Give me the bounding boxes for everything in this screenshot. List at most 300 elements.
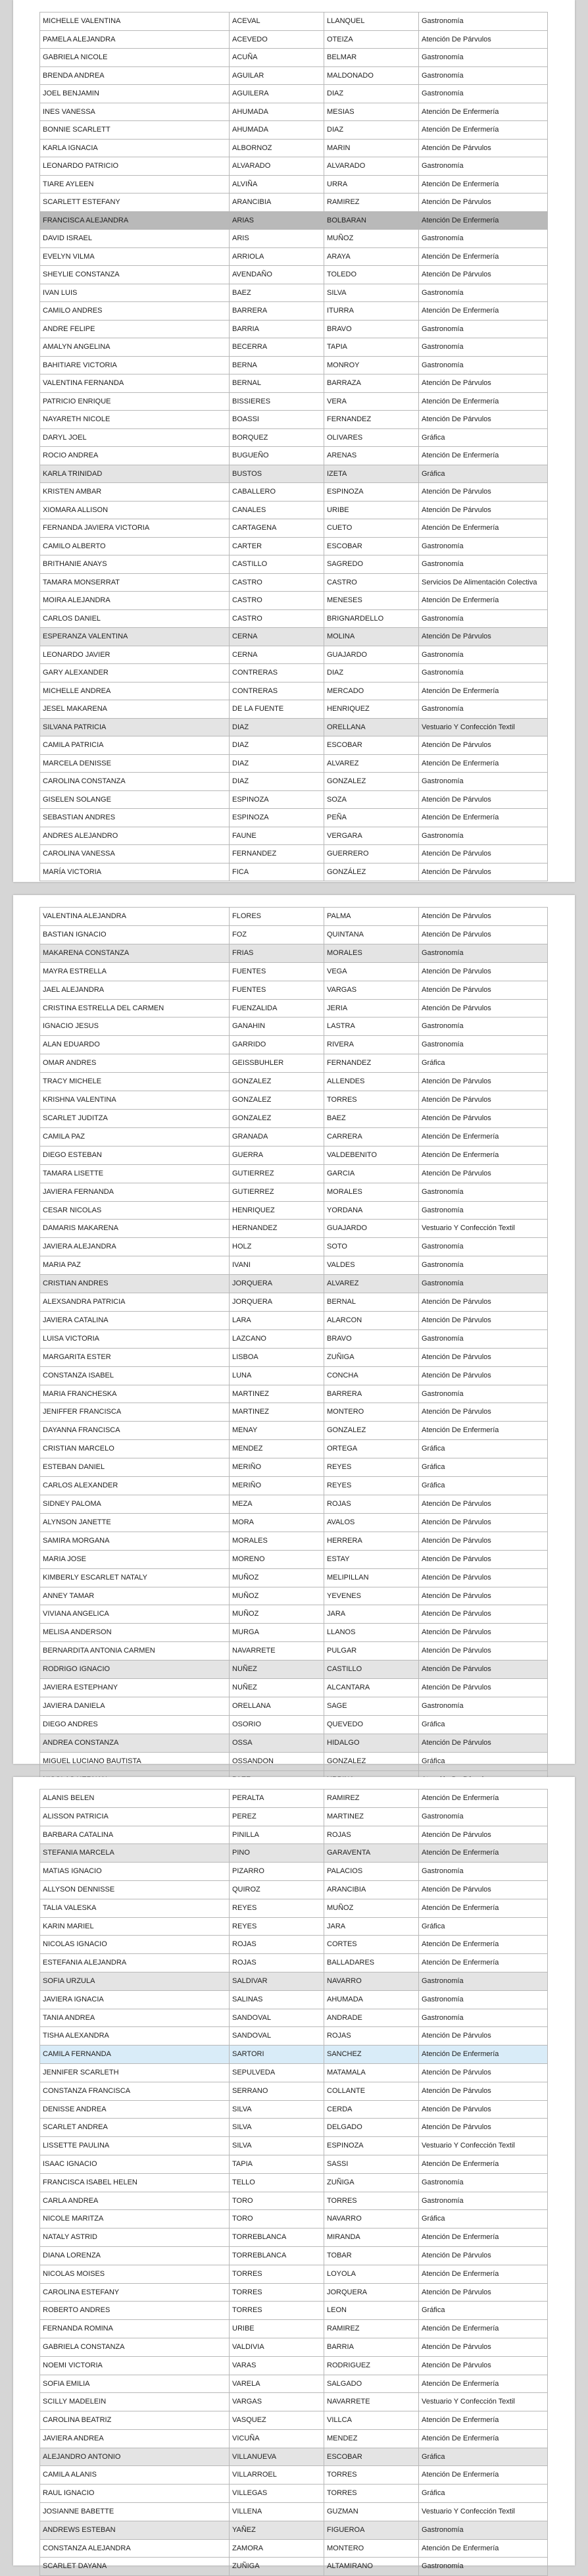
paternal-surname-cell[interactable]: CASTILLO — [230, 555, 324, 574]
specialty-cell[interactable]: Gastronomía — [419, 1238, 548, 1256]
maternal-surname-cell[interactable]: YEVENES — [324, 1587, 419, 1605]
specialty-cell[interactable]: Gastronomía — [419, 157, 548, 176]
table-row[interactable] — [40, 2100, 548, 2119]
first-name-cell[interactable]: ANDRES ALEJANDRO — [40, 827, 230, 845]
specialty-cell[interactable]: Gastronomía — [419, 49, 548, 67]
first-name-cell[interactable]: MARIA PAZ — [40, 1256, 230, 1275]
table-row[interactable] — [40, 1403, 548, 1422]
table-row[interactable] — [40, 1954, 548, 1972]
first-name-cell[interactable]: BRENDA ANDREA — [40, 66, 230, 85]
specialty-cell[interactable]: Gráfica — [419, 2210, 548, 2228]
paternal-surname-cell[interactable]: GEISSBUHLER — [230, 1054, 324, 1073]
paternal-surname-cell[interactable]: LAZCANO — [230, 1329, 324, 1348]
specialty-cell[interactable]: Atención De Párvulos — [419, 2082, 548, 2100]
first-name-cell[interactable]: VALENTINA ALEJANDRA — [40, 908, 230, 926]
specialty-cell[interactable]: Gastronomía — [419, 2009, 548, 2027]
maternal-surname-cell[interactable]: IZETA — [324, 465, 419, 483]
paternal-surname-cell[interactable]: DE LA FUENTE — [230, 700, 324, 719]
paternal-surname-cell[interactable]: MORENO — [230, 1550, 324, 1568]
specialty-cell[interactable]: Atención De Enfermería — [419, 1954, 548, 1972]
first-name-cell[interactable]: ALLYSON DENNISSE — [40, 1880, 230, 1899]
specialty-cell[interactable]: Atención De Enfermería — [419, 1146, 548, 1164]
table-row[interactable] — [40, 157, 548, 176]
table-row[interactable] — [40, 718, 548, 736]
first-name-cell[interactable]: TRACY MICHELE — [40, 1073, 230, 1091]
table-row[interactable] — [40, 2356, 548, 2375]
table-row[interactable] — [40, 121, 548, 140]
first-name-cell[interactable]: NICOLE MARITZA — [40, 2210, 230, 2228]
specialty-cell[interactable]: Atención De Párvulos — [419, 374, 548, 393]
first-name-cell[interactable]: SHEYLIE CONSTANZA — [40, 266, 230, 284]
first-name-cell[interactable]: KRISHNA VALENTINA — [40, 1091, 230, 1110]
table-row[interactable] — [40, 1550, 548, 1568]
paternal-surname-cell[interactable]: ACEVAL — [230, 13, 324, 31]
first-name-cell[interactable]: JENIFFER FRANCISCA — [40, 1403, 230, 1422]
specialty-cell[interactable]: Gráfica — [419, 1054, 548, 1073]
maternal-surname-cell[interactable]: SILVA — [324, 284, 419, 302]
table-row[interactable] — [40, 1073, 548, 1091]
maternal-surname-cell[interactable]: ALLENDES — [324, 1073, 419, 1091]
maternal-surname-cell[interactable]: GARCIA — [324, 1164, 419, 1183]
table-row[interactable] — [40, 2027, 548, 2046]
first-name-cell[interactable]: BAHITIARE VICTORIA — [40, 356, 230, 374]
specialty-cell[interactable]: Gastronomía — [419, 1201, 548, 1220]
specialty-cell[interactable]: Atención De Párvulos — [419, 1568, 548, 1587]
specialty-cell[interactable]: Atención De Párvulos — [419, 2063, 548, 2082]
table-row[interactable] — [40, 483, 548, 502]
paternal-surname-cell[interactable]: ZAMORA — [230, 2539, 324, 2558]
first-name-cell[interactable]: CAMILA PATRICIA — [40, 736, 230, 755]
paternal-surname-cell[interactable]: MENDEZ — [230, 1440, 324, 1458]
first-name-cell[interactable]: BASTIAN IGNACIO — [40, 925, 230, 944]
paternal-surname-cell[interactable]: TORRES — [230, 2283, 324, 2302]
table-row[interactable] — [40, 175, 548, 193]
table-row[interactable] — [40, 1697, 548, 1715]
paternal-surname-cell[interactable]: CABALLERO — [230, 483, 324, 502]
paternal-surname-cell[interactable]: MUÑOZ — [230, 1568, 324, 1587]
table-row[interactable] — [40, 1293, 548, 1312]
table-row[interactable] — [40, 1715, 548, 1734]
maternal-surname-cell[interactable]: CORTES — [324, 1936, 419, 1954]
table-row[interactable] — [40, 211, 548, 230]
paternal-surname-cell[interactable]: REYES — [230, 1917, 324, 1936]
paternal-surname-cell[interactable]: CARTER — [230, 537, 324, 555]
specialty-cell[interactable]: Gastronomía — [419, 1183, 548, 1201]
table-row[interactable] — [40, 2082, 548, 2100]
specialty-cell[interactable]: Gastronomía — [419, 230, 548, 248]
paternal-surname-cell[interactable]: ZUÑIGA — [230, 2558, 324, 2576]
specialty-cell[interactable]: Vestuario Y Confección Textil — [419, 2503, 548, 2521]
specialty-cell[interactable]: Atención De Párvulos — [419, 1366, 548, 1385]
table-row[interactable] — [40, 2046, 548, 2064]
maternal-surname-cell[interactable]: REYES — [324, 1458, 419, 1477]
table-row[interactable] — [40, 790, 548, 809]
maternal-surname-cell[interactable]: LOYOLA — [324, 2265, 419, 2283]
maternal-surname-cell[interactable]: BERNAL — [324, 1293, 419, 1312]
table-row[interactable] — [40, 908, 548, 926]
paternal-surname-cell[interactable]: BARRIA — [230, 320, 324, 338]
paternal-surname-cell[interactable]: MARTINEZ — [230, 1403, 324, 1422]
maternal-surname-cell[interactable]: GONZALEZ — [324, 1422, 419, 1440]
table-row[interactable] — [40, 284, 548, 302]
first-name-cell[interactable]: CARLOS ALEXANDER — [40, 1477, 230, 1495]
paternal-surname-cell[interactable]: ACEVEDO — [230, 30, 324, 49]
maternal-surname-cell[interactable]: MARIN — [324, 139, 419, 157]
first-name-cell[interactable]: JAVIERA DANIELA — [40, 1697, 230, 1715]
maternal-surname-cell[interactable]: TAPIA — [324, 338, 419, 357]
paternal-surname-cell[interactable]: ARIS — [230, 230, 324, 248]
maternal-surname-cell[interactable]: VALDES — [324, 1256, 419, 1275]
first-name-cell[interactable]: MAKARENA CONSTANZA — [40, 944, 230, 962]
specialty-cell[interactable]: Gráfica — [419, 1752, 548, 1770]
paternal-surname-cell[interactable]: SEPULVEDA — [230, 2063, 324, 2082]
paternal-surname-cell[interactable]: CASTRO — [230, 573, 324, 592]
specialty-cell[interactable]: Atención De Párvulos — [419, 2119, 548, 2137]
specialty-cell[interactable]: Atención De Párvulos — [419, 1495, 548, 1514]
specialty-cell[interactable]: Gráfica — [419, 1715, 548, 1734]
maternal-surname-cell[interactable]: ORELLANA — [324, 718, 419, 736]
maternal-surname-cell[interactable]: RAMIREZ — [324, 2320, 419, 2338]
table-row[interactable] — [40, 1624, 548, 1642]
first-name-cell[interactable]: LEONARDO JAVIER — [40, 646, 230, 664]
table-row[interactable] — [40, 682, 548, 700]
first-name-cell[interactable]: MARGARITA ESTER — [40, 1348, 230, 1366]
paternal-surname-cell[interactable]: LISBOA — [230, 1348, 324, 1366]
maternal-surname-cell[interactable]: ALVARADO — [324, 157, 419, 176]
table-row[interactable] — [40, 13, 548, 31]
first-name-cell[interactable]: SOFIA URZULA — [40, 1972, 230, 1990]
table-row[interactable] — [40, 1220, 548, 1238]
table-row[interactable] — [40, 1734, 548, 1752]
first-name-cell[interactable]: FRANCISCA ALEJANDRA — [40, 211, 230, 230]
table-row[interactable] — [40, 1440, 548, 1458]
table-row[interactable] — [40, 1422, 548, 1440]
maternal-surname-cell[interactable]: REYES — [324, 1477, 419, 1495]
table-row[interactable] — [40, 447, 548, 465]
table-row[interactable] — [40, 2466, 548, 2485]
specialty-cell[interactable]: Atención De Párvulos — [419, 863, 548, 881]
first-name-cell[interactable]: SOFIA EMILIA — [40, 2375, 230, 2393]
maternal-surname-cell[interactable]: GONZALEZ — [324, 1752, 419, 1770]
first-name-cell[interactable]: VIVIANA ANGELICA — [40, 1605, 230, 1624]
maternal-surname-cell[interactable]: TORRES — [324, 2466, 419, 2485]
maternal-surname-cell[interactable]: LLANQUEL — [324, 13, 419, 31]
table-row[interactable] — [40, 664, 548, 683]
table-row[interactable] — [40, 193, 548, 212]
paternal-surname-cell[interactable]: SANDOVAL — [230, 2009, 324, 2027]
maternal-surname-cell[interactable]: SANCHEZ — [324, 2046, 419, 2064]
table-row[interactable] — [40, 1587, 548, 1605]
first-name-cell[interactable]: LEONARDO PATRICIO — [40, 157, 230, 176]
table-row[interactable] — [40, 2539, 548, 2558]
table-row[interactable] — [40, 773, 548, 791]
specialty-cell[interactable]: Atención De Enfermería — [419, 2375, 548, 2393]
first-name-cell[interactable]: ALISSON PATRICIA — [40, 1807, 230, 1826]
specialty-cell[interactable]: Gastronomía — [419, 609, 548, 628]
maternal-surname-cell[interactable]: ALCANTARA — [324, 1679, 419, 1697]
paternal-surname-cell[interactable]: SANDOVAL — [230, 2027, 324, 2046]
paternal-surname-cell[interactable]: MERIÑO — [230, 1477, 324, 1495]
table-row[interactable] — [40, 1458, 548, 1477]
table-row[interactable] — [40, 66, 548, 85]
paternal-surname-cell[interactable]: FUENZALIDA — [230, 999, 324, 1018]
paternal-surname-cell[interactable]: ARANCIBIA — [230, 193, 324, 212]
maternal-surname-cell[interactable]: MATAMALA — [324, 2063, 419, 2082]
paternal-surname-cell[interactable]: OSSANDON — [230, 1752, 324, 1770]
table-row[interactable] — [40, 374, 548, 393]
maternal-surname-cell[interactable]: HIDALGO — [324, 1734, 419, 1752]
first-name-cell[interactable]: ANDRE FELIPE — [40, 320, 230, 338]
table-row[interactable] — [40, 2228, 548, 2247]
paternal-surname-cell[interactable]: PEREZ — [230, 1807, 324, 1826]
first-name-cell[interactable]: SILVANA PATRICIA — [40, 718, 230, 736]
specialty-cell[interactable]: Gastronomía — [419, 944, 548, 962]
paternal-surname-cell[interactable]: VALDIVIA — [230, 2338, 324, 2356]
specialty-cell[interactable]: Atención De Párvulos — [419, 1642, 548, 1661]
paternal-surname-cell[interactable]: DIAZ — [230, 736, 324, 755]
specialty-cell[interactable]: Atención De Párvulos — [419, 1880, 548, 1899]
maternal-surname-cell[interactable]: GUAJARDO — [324, 1220, 419, 1238]
specialty-cell[interactable]: Gastronomía — [419, 2558, 548, 2576]
table-row[interactable] — [40, 2283, 548, 2302]
paternal-surname-cell[interactable]: MEZA — [230, 1495, 324, 1514]
first-name-cell[interactable]: CRISTIAN ANDRES — [40, 1275, 230, 1293]
table-row[interactable] — [40, 981, 548, 999]
specialty-cell[interactable]: Atención De Párvulos — [419, 1311, 548, 1329]
maternal-surname-cell[interactable]: BARRIA — [324, 2338, 419, 2356]
maternal-surname-cell[interactable]: MENDEZ — [324, 2429, 419, 2448]
first-name-cell[interactable]: ISAAC IGNACIO — [40, 2155, 230, 2173]
table-row[interactable] — [40, 356, 548, 374]
first-name-cell[interactable]: TAMARA MONSERRAT — [40, 573, 230, 592]
table-row[interactable] — [40, 320, 548, 338]
table-row[interactable] — [40, 962, 548, 981]
maternal-surname-cell[interactable]: JARA — [324, 1917, 419, 1936]
paternal-surname-cell[interactable]: TORRES — [230, 2302, 324, 2320]
maternal-surname-cell[interactable]: DIAZ — [324, 121, 419, 140]
specialty-cell[interactable]: Atención De Enfermería — [419, 2155, 548, 2173]
first-name-cell[interactable]: CAMILA PAZ — [40, 1127, 230, 1146]
specialty-cell[interactable]: Atención De Enfermería — [419, 175, 548, 193]
maternal-surname-cell[interactable]: BRAVO — [324, 1329, 419, 1348]
first-name-cell[interactable]: DENISSE ANDREA — [40, 2100, 230, 2119]
paternal-surname-cell[interactable]: MURGA — [230, 1624, 324, 1642]
paternal-surname-cell[interactable]: IVANI — [230, 1256, 324, 1275]
table-row[interactable] — [40, 1752, 548, 1770]
first-name-cell[interactable]: RODRIGO IGNACIO — [40, 1661, 230, 1679]
maternal-surname-cell[interactable]: NAVARRETE — [324, 2393, 419, 2411]
table-row[interactable] — [40, 2558, 548, 2576]
table-row[interactable] — [40, 592, 548, 610]
specialty-cell[interactable]: Atención De Párvulos — [419, 501, 548, 519]
table-row[interactable] — [40, 392, 548, 411]
first-name-cell[interactable]: MICHELLE ANDREA — [40, 682, 230, 700]
table-row[interactable] — [40, 925, 548, 944]
paternal-surname-cell[interactable]: ESPINOZA — [230, 790, 324, 809]
first-name-cell[interactable]: KIMBERLY ESCARLET NATALY — [40, 1568, 230, 1587]
paternal-surname-cell[interactable]: VASQUEZ — [230, 2411, 324, 2430]
first-name-cell[interactable]: IGNACIO JESUS — [40, 1018, 230, 1036]
first-name-cell[interactable]: JOEL BENJAMIN — [40, 85, 230, 103]
paternal-surname-cell[interactable]: GONZALEZ — [230, 1109, 324, 1127]
table-row[interactable] — [40, 1990, 548, 2009]
first-name-cell[interactable]: MOIRA ALEJANDRA — [40, 592, 230, 610]
maternal-surname-cell[interactable]: RAMIREZ — [324, 1790, 419, 1808]
specialty-cell[interactable]: Atención De Enfermería — [419, 211, 548, 230]
maternal-surname-cell[interactable]: ESTAY — [324, 1550, 419, 1568]
specialty-cell[interactable]: Atención De Párvulos — [419, 908, 548, 926]
maternal-surname-cell[interactable]: CASTRO — [324, 573, 419, 592]
table-row[interactable] — [40, 2265, 548, 2283]
specialty-cell[interactable]: Atención De Enfermería — [419, 447, 548, 465]
maternal-surname-cell[interactable]: BRIGNARDELLO — [324, 609, 419, 628]
specialty-cell[interactable]: Atención De Párvulos — [419, 962, 548, 981]
maternal-surname-cell[interactable]: MERCADO — [324, 682, 419, 700]
first-name-cell[interactable]: SCARLET DAYANA — [40, 2558, 230, 2576]
table-row[interactable] — [40, 338, 548, 357]
table-row[interactable] — [40, 2063, 548, 2082]
first-name-cell[interactable]: JENNIFER SCARLETH — [40, 2063, 230, 2082]
paternal-surname-cell[interactable]: FUENTES — [230, 981, 324, 999]
specialty-cell[interactable]: Gastronomía — [419, 66, 548, 85]
specialty-cell[interactable]: Vestuario Y Confección Textil — [419, 1220, 548, 1238]
maternal-surname-cell[interactable]: BALLADARES — [324, 1954, 419, 1972]
first-name-cell[interactable]: CONSTANZA FRANCISCA — [40, 2082, 230, 2100]
first-name-cell[interactable]: ROBERTO ANDRES — [40, 2302, 230, 2320]
table-row[interactable] — [40, 49, 548, 67]
paternal-surname-cell[interactable]: HENRIQUEZ — [230, 1201, 324, 1220]
maternal-surname-cell[interactable]: JORQUERA — [324, 2283, 419, 2302]
paternal-surname-cell[interactable]: SILVA — [230, 2119, 324, 2137]
table-row[interactable] — [40, 628, 548, 646]
first-name-cell[interactable]: EVELYN VILMA — [40, 247, 230, 266]
first-name-cell[interactable]: ALANIS BELEN — [40, 1790, 230, 1808]
maternal-surname-cell[interactable]: OLIVARES — [324, 428, 419, 447]
maternal-surname-cell[interactable]: ROJAS — [324, 1495, 419, 1514]
specialty-cell[interactable]: Atención De Párvulos — [419, 628, 548, 646]
table-row[interactable] — [40, 1366, 548, 1385]
first-name-cell[interactable]: ALYNSON JANETTE — [40, 1513, 230, 1532]
table-row[interactable] — [40, 1679, 548, 1697]
table-row[interactable] — [40, 2119, 548, 2137]
specialty-cell[interactable]: Gastronomía — [419, 1697, 548, 1715]
first-name-cell[interactable]: ESTEFANIA ALEJANDRA — [40, 1954, 230, 1972]
maternal-surname-cell[interactable]: ARENAS — [324, 447, 419, 465]
specialty-cell[interactable]: Gastronomía — [419, 85, 548, 103]
specialty-cell[interactable]: Gráfica — [419, 2485, 548, 2503]
paternal-surname-cell[interactable]: VILLEGAS — [230, 2485, 324, 2503]
table-row[interactable] — [40, 1146, 548, 1164]
maternal-surname-cell[interactable]: BOLBARAN — [324, 211, 419, 230]
first-name-cell[interactable]: OMAR ANDRES — [40, 1054, 230, 1073]
first-name-cell[interactable]: MICHELLE VALENTINA — [40, 13, 230, 31]
table-row[interactable] — [40, 2137, 548, 2155]
specialty-cell[interactable]: Atención De Enfermería — [419, 1127, 548, 1146]
specialty-cell[interactable]: Atención De Enfermería — [419, 2265, 548, 2283]
table-row[interactable] — [40, 827, 548, 845]
first-name-cell[interactable]: MATIAS IGNACIO — [40, 1863, 230, 1881]
maternal-surname-cell[interactable]: VILLCA — [324, 2411, 419, 2430]
paternal-surname-cell[interactable]: MERIÑO — [230, 1458, 324, 1477]
table-row[interactable] — [40, 2503, 548, 2521]
maternal-surname-cell[interactable]: CASTILLO — [324, 1661, 419, 1679]
first-name-cell[interactable]: CAMILO ALBERTO — [40, 537, 230, 555]
specialty-cell[interactable]: Atención De Párvulos — [419, 2356, 548, 2375]
first-name-cell[interactable]: CAROLINA BEATRIZ — [40, 2411, 230, 2430]
specialty-cell[interactable]: Atención De Párvulos — [419, 1164, 548, 1183]
paternal-surname-cell[interactable]: CANALES — [230, 501, 324, 519]
maternal-surname-cell[interactable]: TORRES — [324, 1091, 419, 1110]
table-row[interactable] — [40, 2429, 548, 2448]
maternal-surname-cell[interactable]: AHUMADA — [324, 1990, 419, 2009]
table-row[interactable] — [40, 411, 548, 429]
first-name-cell[interactable]: AMALYN ANGELINA — [40, 338, 230, 357]
paternal-surname-cell[interactable]: FICA — [230, 863, 324, 881]
table-row[interactable] — [40, 2009, 548, 2027]
paternal-surname-cell[interactable]: CERNA — [230, 628, 324, 646]
first-name-cell[interactable]: VALENTINA FERNANDA — [40, 374, 230, 393]
paternal-surname-cell[interactable]: TELLO — [230, 2173, 324, 2192]
paternal-surname-cell[interactable]: URIBE — [230, 2320, 324, 2338]
paternal-surname-cell[interactable]: GONZALEZ — [230, 1073, 324, 1091]
maternal-surname-cell[interactable]: GONZALEZ — [324, 773, 419, 791]
paternal-surname-cell[interactable]: ARIAS — [230, 211, 324, 230]
table-row[interactable] — [40, 2521, 548, 2539]
paternal-surname-cell[interactable]: ALBORNOZ — [230, 139, 324, 157]
maternal-surname-cell[interactable]: MONTERO — [324, 2539, 419, 2558]
maternal-surname-cell[interactable]: OTEIZA — [324, 30, 419, 49]
paternal-surname-cell[interactable]: YAÑEZ — [230, 2521, 324, 2539]
maternal-surname-cell[interactable]: GARAVENTA — [324, 1844, 419, 1863]
maternal-surname-cell[interactable]: CERDA — [324, 2100, 419, 2119]
paternal-surname-cell[interactable]: FOZ — [230, 925, 324, 944]
paternal-surname-cell[interactable]: ROJAS — [230, 1936, 324, 1954]
specialty-cell[interactable]: Atención De Párvulos — [419, 1826, 548, 1844]
maternal-surname-cell[interactable]: NAVARRO — [324, 1972, 419, 1990]
specialty-cell[interactable]: Atención De Párvulos — [419, 30, 548, 49]
specialty-cell[interactable]: Atención De Enfermería — [419, 2429, 548, 2448]
maternal-surname-cell[interactable]: BARRERA — [324, 1385, 419, 1403]
maternal-surname-cell[interactable]: VERGARA — [324, 827, 419, 845]
first-name-cell[interactable]: FERNANDA ROMINA — [40, 2320, 230, 2338]
first-name-cell[interactable]: MARCELA DENISSE — [40, 754, 230, 773]
table-row[interactable] — [40, 2173, 548, 2192]
maternal-surname-cell[interactable]: ESCOBAR — [324, 2448, 419, 2466]
first-name-cell[interactable]: BARBARA CATALINA — [40, 1826, 230, 1844]
maternal-surname-cell[interactable]: GUZMAN — [324, 2503, 419, 2521]
paternal-surname-cell[interactable]: TAPIA — [230, 2155, 324, 2173]
table-row[interactable] — [40, 1385, 548, 1403]
first-name-cell[interactable]: ROCIO ANDREA — [40, 447, 230, 465]
first-name-cell[interactable]: MARÍA VICTORIA — [40, 863, 230, 881]
first-name-cell[interactable]: CONSTANZA ALEJANDRA — [40, 2539, 230, 2558]
first-name-cell[interactable]: ESPERANZA VALENTINA — [40, 628, 230, 646]
paternal-surname-cell[interactable]: ORELLANA — [230, 1697, 324, 1715]
maternal-surname-cell[interactable]: TOBAR — [324, 2246, 419, 2265]
first-name-cell[interactable]: CESAR NICOLAS — [40, 1201, 230, 1220]
paternal-surname-cell[interactable]: BERNA — [230, 356, 324, 374]
paternal-surname-cell[interactable]: PERALTA — [230, 1790, 324, 1808]
maternal-surname-cell[interactable]: CARRERA — [324, 1127, 419, 1146]
paternal-surname-cell[interactable]: GANAHIN — [230, 1018, 324, 1036]
first-name-cell[interactable]: CARLA ANDREA — [40, 2192, 230, 2210]
paternal-surname-cell[interactable]: BERNAL — [230, 374, 324, 393]
paternal-surname-cell[interactable]: CERNA — [230, 646, 324, 664]
maternal-surname-cell[interactable]: RIVERA — [324, 1036, 419, 1054]
paternal-surname-cell[interactable]: MENAY — [230, 1422, 324, 1440]
specialty-cell[interactable]: Atención De Enfermería — [419, 2046, 548, 2064]
maternal-surname-cell[interactable]: MELIPILLAN — [324, 1568, 419, 1587]
